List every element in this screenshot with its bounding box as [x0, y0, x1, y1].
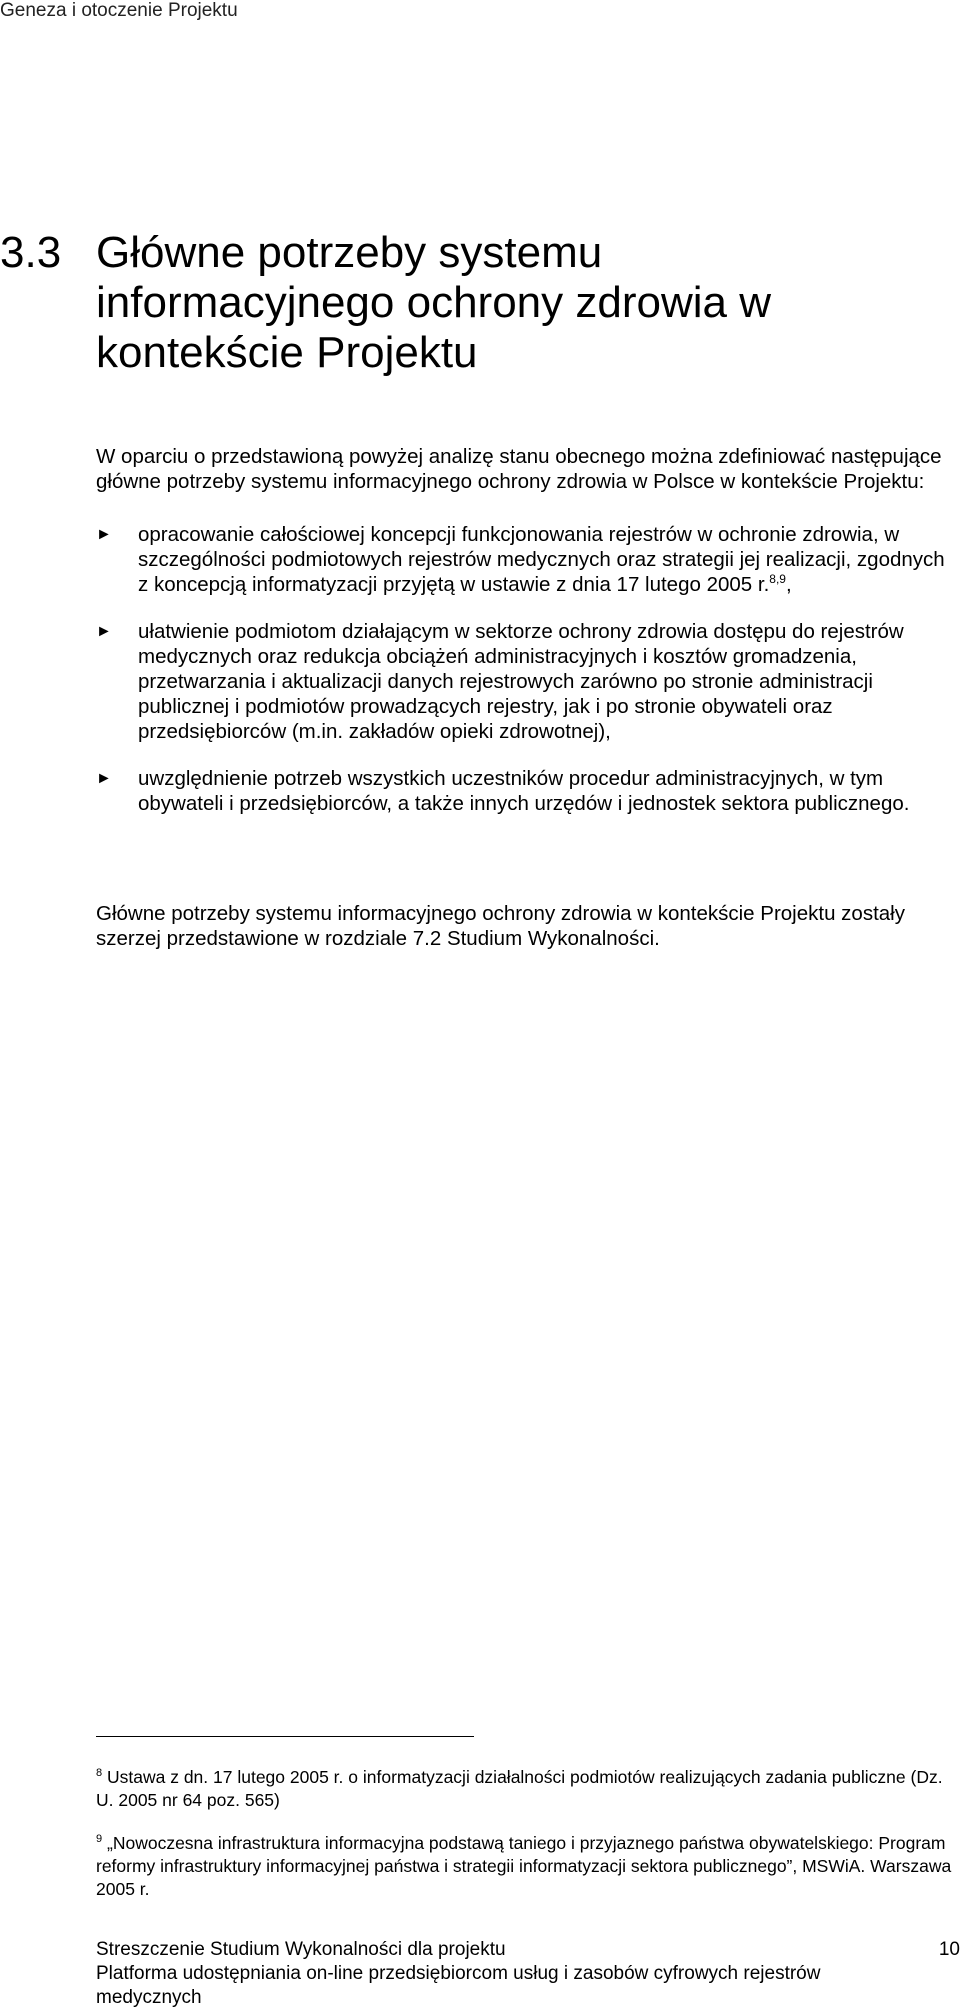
footnote-number: 9	[96, 1833, 103, 1846]
footnote-text: „Nowoczesna infrastruktura informacyjna podstawą taniego i przyjaznego państwa obywatelskiego: Program reformy infrastruktury informacyjnej państwa i strategii informatyzacji sektora publicznego”, MSWiA. Warszawa 2005 r.	[96, 1833, 952, 1899]
footnote-number: 8	[96, 1767, 103, 1780]
list-item-suffix: ,	[785, 573, 792, 596]
bullet-arrow-icon: ►	[96, 526, 112, 543]
conclusion-paragraph: Główne potrzeby systemu informacyjnego ochrony zdrowia w kontekście Projektu zostały szerzej przedstawione w rozdziale 7.2 Studium Wykonalności.	[96, 901, 905, 950]
list-item	[96, 522, 958, 597]
list-item-text: ułatwienie podmiotom działającym w sektorze ochrony zdrowia dostępu do rejestrów medycznych oraz redukcja obciążeń administracyjnych i kosztów gromadzenia, przetwarzania i aktualizacji danych rejestrowych zarówno po stronie administracji publicznej i podmiotów prowadzących rejestry, jak i po stronie obywateli oraz przedsiębiorców (m.in. zakładów opieki zdrowotnej),	[138, 620, 904, 743]
footnote-8	[96, 1766, 958, 1812]
section-title: Główne potrzeby systemu informacyjnego ochrony zdrowia w kontekście Projektu	[96, 228, 771, 377]
page-number: 10	[938, 1939, 960, 1960]
intro-paragraph: W oparciu o przedstawioną powyżej analizę stanu obecnego można zdefiniować następujące główne potrzeby systemu informacyjnego ochrony zdrowia w Polsce w kontekście Projektu:	[96, 444, 942, 493]
running-header: Geneza i otoczenie Projektu	[0, 0, 238, 21]
bullet-arrow-icon: ►	[96, 770, 112, 787]
footnote-9	[96, 1832, 958, 1901]
footnote-reference[interactable]: 8,9	[769, 572, 786, 587]
footnote-separator	[96, 1736, 474, 1737]
footnote-text: Ustawa z dn. 17 lutego 2005 r. o informatyzacji działalności podmiotów realizujących zadania publiczne (Dz. U. 2005 nr 64 poz. 565)	[96, 1767, 943, 1810]
list-item	[96, 619, 958, 744]
section-number: 3.3	[0, 228, 62, 277]
needs-list	[96, 522, 958, 816]
section-heading	[0, 228, 900, 378]
list-item-text: opracowanie całościowej koncepcji funkcjonowania rejestrów w ochronie zdrowia, w szczególności podmiotowych rejestrów medycznych oraz strategii jej realizacji, zgodnych z koncepcją informatyzacji przyjętą w ustawie z dnia 17 lutego 2005 r.	[138, 523, 945, 596]
bullet-arrow-icon: ►	[96, 623, 112, 640]
list-item	[96, 766, 958, 816]
footer-line-2: Platforma udostępniania on-line przedsiębiorcom usług i zasobów cyfrowych rejestrów medycznych	[96, 1963, 821, 2008]
list-item-text: uwzględnienie potrzeb wszystkich uczestników procedur administracyjnych, w tym obywateli i przedsiębiorców, a także innych urzędów i jednostek sektora publicznego.	[138, 767, 910, 815]
footer-line-1: Streszczenie Studium Wykonalności dla projektu	[96, 1939, 506, 1960]
page-footer	[96, 1938, 896, 2010]
